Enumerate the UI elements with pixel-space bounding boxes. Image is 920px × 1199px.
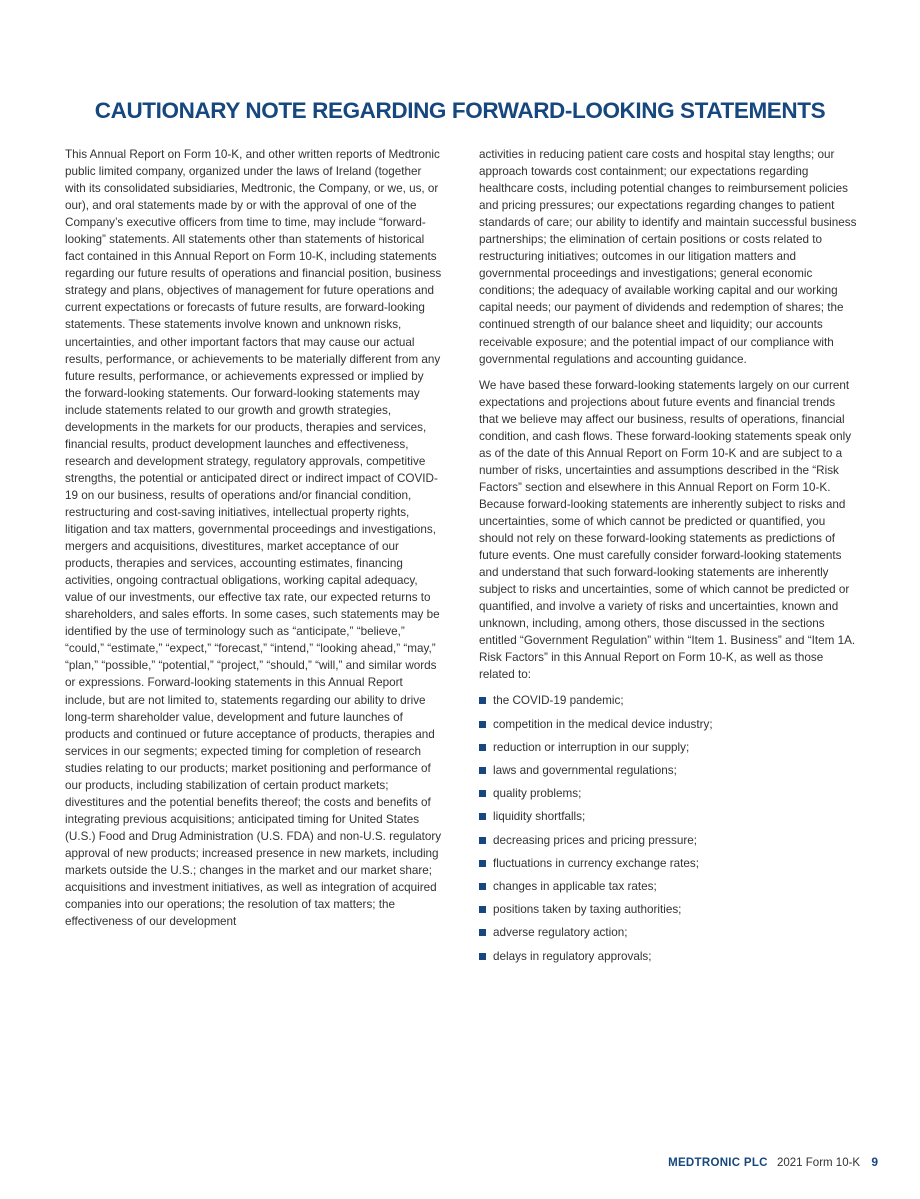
list-item: positions taken by taxing authorities; — [479, 901, 857, 924]
list-item: decreasing prices and pricing pressure; — [479, 832, 857, 855]
list-item: changes in applicable tax rates; — [479, 878, 857, 901]
square-bullet-icon — [479, 767, 486, 774]
square-bullet-icon — [479, 906, 486, 913]
square-bullet-icon — [479, 744, 486, 751]
list-item: competition in the medical device industry; — [479, 716, 857, 739]
square-bullet-icon — [479, 883, 486, 890]
list-item: laws and governmental regulations; — [479, 762, 857, 785]
right-column — [479, 146, 857, 971]
square-bullet-icon — [479, 837, 486, 844]
page-footer — [668, 1155, 878, 1169]
square-bullet-icon — [479, 721, 486, 728]
footer-company-name: MEDTRONIC PLC — [668, 1157, 768, 1169]
list-item: liquidity shortfalls; — [479, 808, 857, 831]
list-item: reduction or interruption in our supply; — [479, 739, 857, 762]
page-number: 9 — [871, 1155, 878, 1169]
square-bullet-icon — [479, 813, 486, 820]
list-item: adverse regulatory action; — [479, 924, 857, 947]
list-item: quality problems; — [479, 785, 857, 808]
footer-form-label: 2021 Form 10-K — [777, 1157, 861, 1169]
square-bullet-icon — [479, 860, 486, 867]
square-bullet-icon — [479, 929, 486, 936]
page-title: CAUTIONARY NOTE REGARDING FORWARD-LOOKING STATEMENTS — [94, 98, 826, 123]
square-bullet-icon — [479, 953, 486, 960]
left-column — [65, 146, 443, 939]
list-item: the COVID-19 pandemic; — [479, 692, 857, 715]
right-paragraph-2: We have based these forward-looking statements largely on our current expectations and projections about future events and financial trends that we believe may affect our business, results of operations, financial condition, and cash flows. These forward-looking statements speak only as of the date of this Annual Report on Form 10-K and are subject to a number of risks, uncertainties and assumptions described in the “Risk Factors” section and elsewhere in this Annual Report on Form 10-K. Because forward-looking statements are inherently subject to risks and uncertainties, some of which cannot be predicted or quantified, you should not rely on these forward-looking statements as predictions of future events. One must carefully consider forward-looking statements and understand that such forward-looking statements are inherently subject to risks and uncertainties, some of which cannot be predicted or quantified, and involve a variety of risks and uncertainties, known and unknown, including, among others, those discussed in the sections entitled “Government Regulation” within “Item 1. Business” and “Item 1A. Risk Factors” in this Annual Report on Form 10-K, as well as those related to: — [479, 378, 856, 682]
risk-bullet-list — [479, 692, 857, 970]
right-paragraph-1: activities in reducing patient care costs and hospital stay lengths; our approach towards cost containment; our expectations regarding healthcare costs, including potential changes to reimbursement policies and pricing pressures; our expectations regarding changes to patient standards of care; our ability to identify and maintain successful business partnerships; the elimination of certain positions or costs related to restructuring initiatives; outcomes in our litigation matters and governmental proceedings and investigations; general economic conditions; the adequacy of available working capital and our working capital needs; our payment of dividends and redemption of shares; the continued strength of our balance sheet and liquidity; our accounts receivable exposure; and the potential impact of our compliance with governmental regulations and accounting guidance. — [479, 148, 857, 366]
list-item: delays in regulatory approvals; — [479, 948, 857, 971]
square-bullet-icon — [479, 790, 486, 797]
left-paragraph-1: This Annual Report on Form 10-K, and other written reports of Medtronic public limited company, organized under the laws of Ireland (together with its consolidated subsidiaries, Medtronic, the Company, or we, us, or our), and oral statements made by or with the approval of one of the Company’s executive officers from time to time, may include “forward-looking” statements. All statements other than statements of historical fact contained in this Annual Report on Form 10-K, including statements regarding our future results of operations and financial position, business strategy and plans, objectives of management for future operations and current expectations or forecasts of future results, are forward-looking statements. These statements involve known and unknown risks, uncertainties, and other important factors that may cause our actual results, performance, or achievements to be materially different from any future results, performance, or achievements expressed or implied by the forward-looking statements. Our forward-looking statements may include statements related to our growth and growth strategies, developments in the markets for our products, therapies and services, financial results, product development launches and effectiveness, research and development strategy, regulatory approvals, competitive strengths, the potential or anticipated direct or indirect impact of COVID-19 on our business, results of operations and/or financial condition, restructuring and cost-saving initiatives, intellectual property rights, litigation and tax matters, governmental proceedings and investigations, mergers and acquisitions, divestitures, market acceptance of our products, therapies and services, accounting estimates, financing activities, ongoing contractual obligations, working capital adequacy, value of our investments, our effective tax rate, our expected returns to shareholders, and sales efforts. In some cases, such statements may be identified by the use of terminology such as “anticipate,” “believe,” “could,” “estimate,” “expect,” “forecast,” “intend,” “looking ahead,” “may,” “plan,” “possible,” “potential,” “project,” “should,” “will,” and similar words or expressions. Forward-looking statements in this Annual Report include, but are not limited to, statements regarding our ability to drive long-term shareholder value, development and future launches of products and continued or future acceptance of products, therapies and services in our segments; expected timing for completion of research studies relating to our products; market positioning and performance of our products, including stabilization of certain product markets; divestitures and the potential benefits thereof; the costs and benefits of integrating previous acquisitions; anticipated timing for United States (U.S.) Food and Drug Administration (U.S. FDA) and non-U.S. regulatory approval of new products; increased presence in new markets, including markets outside the U.S.; changes in the market and our market share; acquisitions and investment initiatives, as well as integration of acquired companies into our operations; the resolution of tax matters; the effectiveness of our development — [65, 148, 442, 929]
list-item: fluctuations in currency exchange rates; — [479, 855, 857, 878]
square-bullet-icon — [479, 697, 486, 704]
